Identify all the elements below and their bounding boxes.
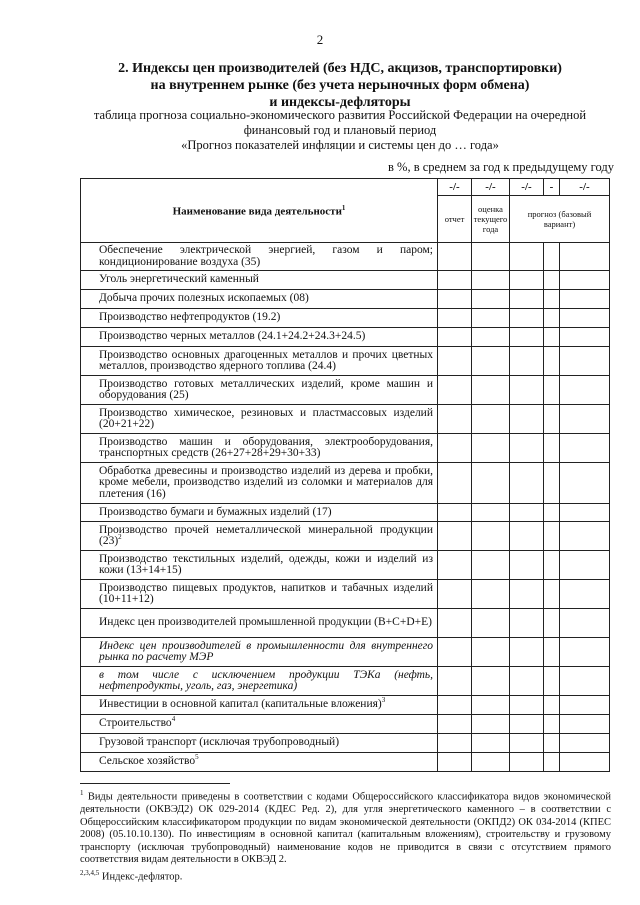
- value-cell[interactable]: [438, 753, 472, 772]
- value-cell[interactable]: [544, 638, 560, 667]
- value-cell[interactable]: [560, 504, 610, 522]
- row-label: Производство готовых металлических изделий, кроме машин и оборудования (25): [81, 376, 438, 405]
- value-cell[interactable]: [544, 696, 560, 715]
- value-cell[interactable]: [472, 290, 510, 309]
- row-label: Производство черных металлов (24.1+24.2+24.3+24.5): [81, 328, 438, 347]
- header-forecast: прогноз (базовый вариант): [510, 196, 610, 243]
- table-row: [81, 271, 610, 290]
- value-cell[interactable]: [438, 243, 472, 271]
- value-cell[interactable]: [438, 347, 472, 376]
- value-cell[interactable]: [510, 715, 544, 734]
- footnotes: [80, 787, 611, 884]
- table-row: [81, 290, 610, 309]
- value-cell[interactable]: [472, 696, 510, 715]
- header-activity-name: Наименование вида деятельности$^1$: [81, 179, 438, 243]
- value-cell[interactable]: [438, 667, 472, 696]
- value-cell[interactable]: [510, 580, 544, 609]
- value-cell[interactable]: [560, 376, 610, 405]
- value-cell[interactable]: [560, 434, 610, 463]
- row-label: Индекс цен производителей в промышленности для внутреннего рынка по расчету МЭР: [81, 638, 438, 667]
- value-cell[interactable]: [560, 243, 610, 271]
- value-cell[interactable]: [560, 734, 610, 753]
- price-index-table: [80, 178, 610, 772]
- table-row: [81, 434, 610, 463]
- value-cell[interactable]: [510, 667, 544, 696]
- value-cell[interactable]: [510, 522, 544, 551]
- value-cell[interactable]: [510, 376, 544, 405]
- header-year-mark: -/-: [438, 179, 472, 196]
- value-cell[interactable]: [544, 328, 560, 347]
- row-label: Строительство$^4$: [81, 715, 438, 734]
- table-row: [81, 609, 610, 638]
- value-cell[interactable]: [544, 376, 560, 405]
- row-label: Производство нефтепродуктов (19.2): [81, 309, 438, 328]
- row-label: Производство машин и оборудования, электрооборудования, транспортных средств (26+27+28+29+30+33): [81, 434, 438, 463]
- row-label: Производство химическое, резиновых и пластмассовых изделий (20+21+22): [81, 405, 438, 434]
- page-number: 2: [316, 32, 324, 47]
- value-cell[interactable]: [560, 405, 610, 434]
- footnote-1: $^1$ Виды деятельности приведены в соответствии с кодами Общероссийского классификатора видов экономической деятельности (ОКВЭД2) ОК 029-2014 (КДЕС Ред. 2), для угля энергетического каменного – в соответствии с Общероссийским классификатором продукции по видам экономической деятельности (ОКПД2) ОК 034-2014 (КПЕС 2008) (05.10.10.130). По инвестициям в основной капитал (капитальным вложениям), строительству и грузовому транспорту (исключая трубопроводный) наименование кодов не приводится в связи с отсутствием прямого соответствия видам деятельности в ОКВЭД 2.: [80, 789, 612, 865]
- table-row: [81, 463, 610, 504]
- value-cell[interactable]: [544, 734, 560, 753]
- value-cell[interactable]: [510, 405, 544, 434]
- row-label: Уголь энергетический каменный: [81, 271, 438, 290]
- value-cell[interactable]: [510, 463, 544, 504]
- value-cell[interactable]: [472, 504, 510, 522]
- value-cell[interactable]: [438, 734, 472, 753]
- value-cell[interactable]: [472, 271, 510, 290]
- value-cell[interactable]: [438, 309, 472, 328]
- value-cell[interactable]: [510, 290, 544, 309]
- value-cell[interactable]: [472, 405, 510, 434]
- value-cell[interactable]: [544, 243, 560, 271]
- value-cell[interactable]: [544, 504, 560, 522]
- table-row: [81, 309, 610, 328]
- value-cell[interactable]: [438, 504, 472, 522]
- value-cell[interactable]: [510, 609, 544, 638]
- table-row: [81, 522, 610, 551]
- subtitle-line-1: таблица прогноза социально-экономического развития Российской Федерации на очередной: [93, 108, 587, 122]
- table-row: [81, 551, 610, 580]
- value-cell[interactable]: [438, 328, 472, 347]
- row-label: Производство текстильных изделий, одежды, кожи и изделий из кожи (13+14+15): [81, 551, 438, 580]
- value-cell[interactable]: [472, 463, 510, 504]
- value-cell[interactable]: [544, 347, 560, 376]
- table-row: [81, 243, 610, 271]
- value-cell[interactable]: [510, 434, 544, 463]
- value-cell[interactable]: [438, 609, 472, 638]
- value-cell[interactable]: [560, 309, 610, 328]
- value-cell[interactable]: [510, 328, 544, 347]
- value-cell[interactable]: [438, 434, 472, 463]
- heading-line-3: и индексы-дефляторы: [269, 95, 411, 110]
- value-cell[interactable]: [560, 667, 610, 696]
- value-cell[interactable]: [472, 376, 510, 405]
- subtitle-line-3: «Прогноз показателей инфляции и системы цен до … года»: [181, 138, 499, 152]
- value-cell[interactable]: [544, 580, 560, 609]
- value-cell[interactable]: [438, 271, 472, 290]
- value-cell[interactable]: [438, 290, 472, 309]
- value-cell[interactable]: [560, 271, 610, 290]
- value-cell[interactable]: [472, 522, 510, 551]
- table-row: [81, 753, 610, 772]
- table-row: [81, 696, 610, 715]
- value-cell[interactable]: [544, 667, 560, 696]
- value-cell[interactable]: [510, 753, 544, 772]
- value-cell[interactable]: [560, 753, 610, 772]
- header-year-mark: -/-: [510, 179, 544, 196]
- value-cell[interactable]: [560, 551, 610, 580]
- subtitle-line-2: финансовый год и плановый период: [243, 123, 437, 137]
- value-cell[interactable]: [544, 309, 560, 328]
- table-row: [81, 715, 610, 734]
- value-cell[interactable]: [438, 715, 472, 734]
- value-cell[interactable]: [544, 753, 560, 772]
- value-cell[interactable]: [510, 504, 544, 522]
- value-cell[interactable]: [544, 522, 560, 551]
- value-cell[interactable]: [544, 271, 560, 290]
- row-label: Индекс цен производителей промышленной продукции (B+C+D+E): [81, 609, 438, 638]
- row-label: Производство основных драгоценных металлов и прочих цветных металлов, производство ядерного топлива (24.4): [81, 347, 438, 376]
- document-subtitle: [60, 108, 620, 153]
- value-cell[interactable]: [544, 551, 560, 580]
- value-cell[interactable]: [438, 580, 472, 609]
- units-caption: в %, в среднем за год к предыдущему году: [388, 160, 614, 174]
- value-cell[interactable]: [472, 243, 510, 271]
- table-row: [81, 405, 610, 434]
- header-year-mark: -: [544, 179, 560, 196]
- value-cell[interactable]: [510, 734, 544, 753]
- row-label: Производство бумаги и бумажных изделий (17): [81, 504, 438, 522]
- value-cell[interactable]: [472, 638, 510, 667]
- row-label: Обработка древесины и производство изделий из дерева и пробки, кроме мебели, производство изделий из соломки и материалов для плетения (16): [81, 463, 438, 504]
- document-heading: [60, 60, 620, 111]
- value-cell[interactable]: [560, 696, 610, 715]
- value-cell[interactable]: [472, 328, 510, 347]
- row-label: Сельское хозяйство$^5$: [81, 753, 438, 772]
- value-cell[interactable]: [438, 638, 472, 667]
- header-year-mark: -/-: [472, 179, 510, 196]
- value-cell[interactable]: [472, 347, 510, 376]
- value-cell[interactable]: [560, 290, 610, 309]
- value-cell[interactable]: [560, 347, 610, 376]
- row-label: Инвестиции в основной капитал (капитальные вложения)$^3$: [81, 696, 438, 715]
- table-row: [81, 504, 610, 522]
- row-label: Грузовой транспорт (исключая трубопроводный): [81, 734, 438, 753]
- table-row: [81, 667, 610, 696]
- value-cell[interactable]: [560, 522, 610, 551]
- header-estimate: оценка текущего года: [472, 196, 510, 243]
- value-cell[interactable]: [544, 405, 560, 434]
- value-cell[interactable]: [472, 715, 510, 734]
- footnote-divider: [80, 783, 230, 784]
- value-cell[interactable]: [560, 463, 610, 504]
- heading-line-1: 2. Индексы цен производителей (без НДС, акцизов, транспортировки): [118, 61, 562, 76]
- value-cell[interactable]: [510, 243, 544, 271]
- value-cell[interactable]: [560, 609, 610, 638]
- value-cell[interactable]: [510, 347, 544, 376]
- row-label: Обеспечение электрической энергией, газом и паром; кондиционирование воздуха (35): [81, 243, 438, 271]
- value-cell[interactable]: [544, 463, 560, 504]
- table-row: [81, 347, 610, 376]
- table-row: [81, 734, 610, 753]
- table-row: [81, 580, 610, 609]
- row-label: Добыча прочих полезных ископаемых (08): [81, 290, 438, 309]
- value-cell[interactable]: [510, 638, 544, 667]
- value-cell[interactable]: [472, 309, 510, 328]
- value-cell[interactable]: [438, 696, 472, 715]
- value-cell[interactable]: [472, 580, 510, 609]
- value-cell[interactable]: [544, 715, 560, 734]
- value-cell[interactable]: [472, 753, 510, 772]
- row-label: в том числе с исключением продукции ТЭКа (нефть, нефтепродукты, уголь, газ, энергетика): [81, 667, 438, 696]
- table-row: [81, 638, 610, 667]
- value-cell[interactable]: [544, 609, 560, 638]
- row-label: Производство прочей неметаллической минеральной продукции $(23)^2$: [81, 522, 438, 551]
- value-cell[interactable]: [544, 434, 560, 463]
- value-cell[interactable]: [560, 638, 610, 667]
- header-report: отчет: [438, 196, 472, 243]
- value-cell[interactable]: [510, 696, 544, 715]
- value-cell[interactable]: [438, 405, 472, 434]
- value-cell[interactable]: [438, 376, 472, 405]
- value-cell[interactable]: [510, 271, 544, 290]
- value-cell[interactable]: [438, 551, 472, 580]
- table-row: [81, 376, 610, 405]
- value-cell[interactable]: [560, 715, 610, 734]
- value-cell[interactable]: [472, 667, 510, 696]
- value-cell[interactable]: [510, 551, 544, 580]
- value-cell[interactable]: [560, 580, 610, 609]
- table-row: [81, 328, 610, 347]
- header-year-mark: -/-: [560, 179, 610, 196]
- value-cell[interactable]: [510, 309, 544, 328]
- row-label: Производство пищевых продуктов, напитков и табачных изделий (10+11+12): [81, 580, 438, 609]
- value-cell[interactable]: [472, 434, 510, 463]
- value-cell[interactable]: [472, 609, 510, 638]
- heading-line-2: на внутреннем рынке (без учета нерыночных форм обмена): [150, 78, 530, 93]
- value-cell[interactable]: [438, 463, 472, 504]
- value-cell[interactable]: [472, 551, 510, 580]
- value-cell[interactable]: [560, 328, 610, 347]
- footnote-2: $^{2,3,4,5}$ Индекс-дефлятор.: [80, 868, 183, 882]
- value-cell[interactable]: [544, 290, 560, 309]
- value-cell[interactable]: [438, 522, 472, 551]
- value-cell[interactable]: [472, 734, 510, 753]
